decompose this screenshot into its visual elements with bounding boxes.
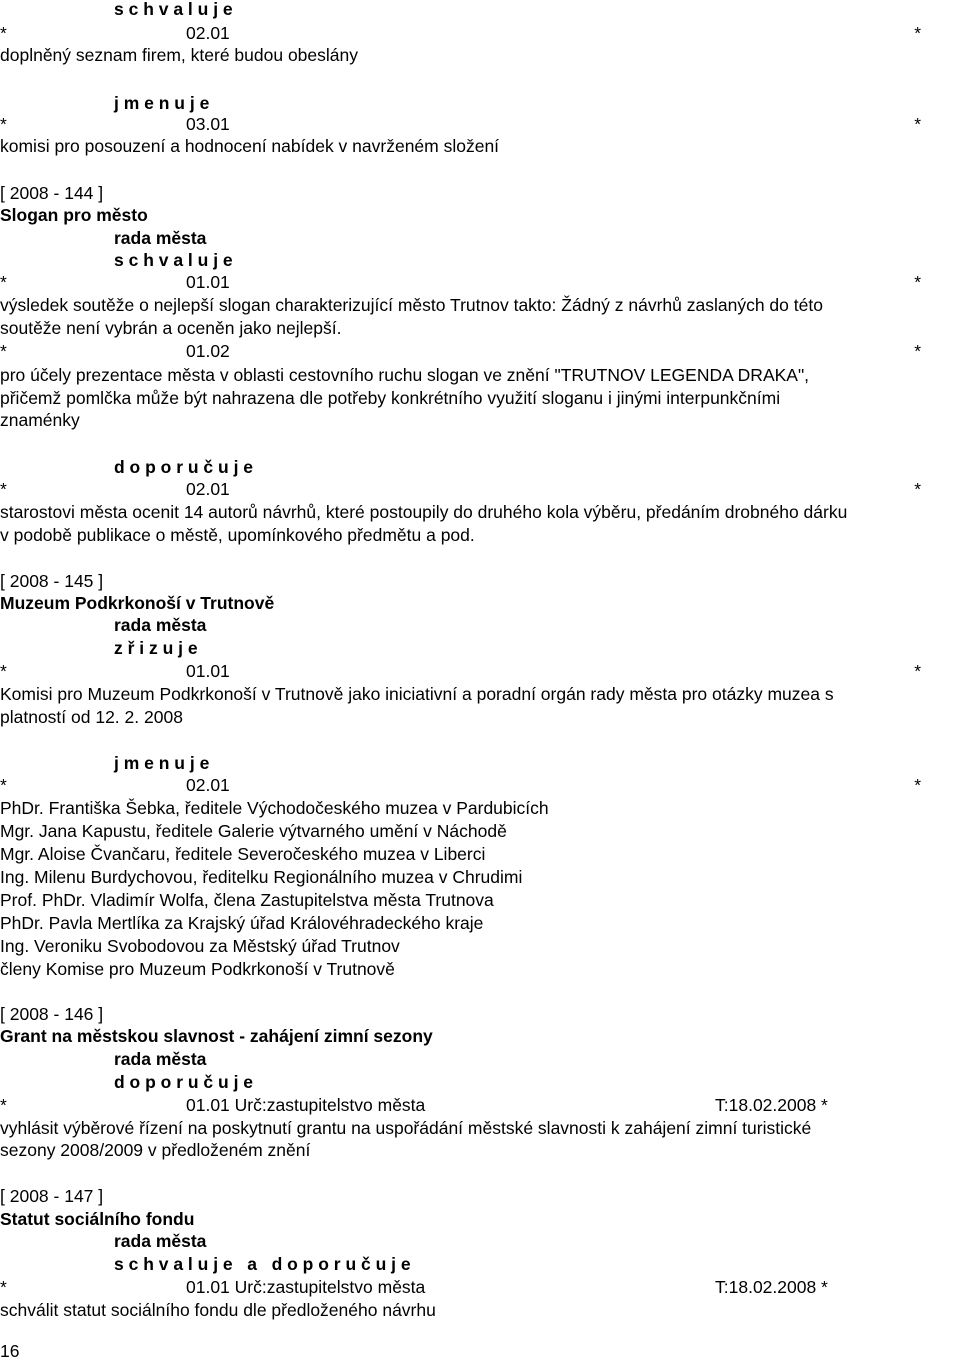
item-text: pro účely prezentace města v oblasti cestovního ruchu slogan ve znění "TRUTNOV LEGENDA DRAKA",	[0, 365, 810, 385]
star-right: *	[914, 23, 921, 43]
item-header	[0, 113, 230, 135]
body-label: rada města	[114, 1231, 207, 1251]
resolution-title: Muzeum Podkrkonoší v Trutnově	[0, 593, 275, 613]
resolution-id: [ 2008 - 147 ]	[0, 1186, 104, 1206]
member-line: PhDr. Pavla Mertlíka za Krajský úřad Královéhradeckého kraje	[0, 913, 484, 933]
action-verb: z ř i z u j e	[114, 638, 198, 658]
star-left: *	[0, 479, 7, 499]
item-text: schválit statut sociálního fondu dle předloženého návrhu	[0, 1300, 436, 1320]
action-verb: s c h v a l u j e	[114, 250, 233, 270]
item-header	[0, 1094, 426, 1116]
body-label: rada města	[114, 1049, 207, 1069]
member-line: Mgr. Jana Kapustu, ředitele Galerie výtvarného umění v Náchodě	[0, 821, 507, 841]
resolution-title: Slogan pro město	[0, 205, 148, 225]
action-verb: d o p o r u č u j e	[114, 1072, 254, 1092]
star-left: *	[0, 775, 7, 795]
action-verb: d o p o r u č u j e	[114, 457, 254, 477]
item-number: 02.01	[186, 23, 230, 43]
item-text: sezony 2008/2009 v předloženém znění	[0, 1140, 311, 1160]
resolution-title: Statut sociálního fondu	[0, 1209, 195, 1229]
item-text: soutěže není vybrán a oceněn jako nejlepší.	[0, 318, 342, 338]
item-text: Komisi pro Muzeum Podkrkonoší v Trutnově jako iniciativní a poradní orgán rady města pro otázky muzea s	[0, 684, 834, 704]
item-number: 03.01	[186, 114, 230, 134]
item-header	[0, 271, 230, 293]
item-header	[0, 1276, 426, 1298]
resolution-id: [ 2008 - 144 ]	[0, 183, 104, 203]
item-number: 01.01	[186, 661, 230, 681]
item-text: znaménky	[0, 410, 80, 430]
item-header	[0, 774, 230, 796]
resolution-title: Grant na městskou slavnost - zahájení zimní sezony	[0, 1026, 433, 1046]
action-verb: s c h v a l u j e	[114, 0, 233, 19]
star-left: *	[0, 1095, 7, 1115]
item-text: komisi pro posouzení a hodnocení nabídek v navrženém složení	[0, 136, 500, 156]
item-number: 01.02	[186, 341, 230, 361]
item-text: přičemž pomlčka může být nahrazena dle potřeby konkrétního využití sloganu i jinými interpunkčními	[0, 388, 781, 408]
star-left: *	[0, 341, 7, 361]
star-left: *	[0, 23, 7, 43]
member-line: PhDr. Františka Šebka, ředitele Východočeského muzea v Pardubicích	[0, 798, 549, 818]
item-number: 01.01	[186, 272, 230, 292]
item-header	[0, 660, 230, 682]
member-line: Ing. Veroniku Svobodovou za Městský úřad Trutnov	[0, 936, 400, 956]
star-right: *	[914, 114, 921, 134]
item-text: výsledek soutěže o nejlepší slogan charakterizující město Trutnov takto: Žádný z návrhů zaslaných do této	[0, 295, 823, 315]
item-number: 01.01 Urč:zastupitelstvo města	[186, 1095, 426, 1115]
item-number: 02.01	[186, 479, 230, 499]
resolution-id: [ 2008 - 146 ]	[0, 1004, 104, 1024]
item-header	[0, 22, 230, 44]
item-number: 01.01 Urč:zastupitelstvo města	[186, 1277, 426, 1297]
member-line: Mgr. Aloise Čvančaru, ředitele Severočeského muzea v Liberci	[0, 844, 486, 864]
action-verb: s c h v a l u j e a d o p o r u č u j e	[114, 1254, 411, 1274]
member-line: Prof. PhDr. Vladimír Wolfa, člena Zastupitelstva města Trutnova	[0, 890, 494, 910]
term-date: T:18.02.2008 *	[715, 1277, 828, 1297]
item-text: vyhlásit výběrové řízení na poskytnutí grantu na uspořádání městské slavnosti k zahájení zimní turistické	[0, 1118, 812, 1138]
star-left: *	[0, 114, 7, 134]
action-verb: j m e n u j e	[114, 93, 210, 113]
item-header	[0, 340, 230, 362]
resolution-id: [ 2008 - 145 ]	[0, 571, 104, 591]
star-right: *	[914, 272, 921, 292]
item-text: starostovi města ocenit 14 autorů návrhů, které postoupily do druhého kola výběru, předáním drobného dárku	[0, 502, 848, 522]
member-line: členy Komise pro Muzeum Podkrkonoší v Trutnově	[0, 959, 395, 979]
member-line: Ing. Milenu Burdychovou, ředitelku Regionálního muzea v Chrudimi	[0, 867, 523, 887]
item-text: platností od 12. 2. 2008	[0, 707, 183, 727]
item-text: doplněný seznam firem, které budou obeslány	[0, 45, 358, 65]
star-right: *	[914, 479, 921, 499]
star-right: *	[914, 775, 921, 795]
body-label: rada města	[114, 615, 207, 635]
term-date: T:18.02.2008 *	[715, 1095, 828, 1115]
star-right: *	[914, 661, 921, 681]
star-left: *	[0, 1277, 7, 1297]
item-number: 02.01	[186, 775, 230, 795]
star-right: *	[914, 341, 921, 361]
star-left: *	[0, 272, 7, 292]
action-verb: j m e n u j e	[114, 753, 210, 773]
star-left: *	[0, 661, 7, 681]
item-text: v podobě publikace o městě, upomínkového předmětu a pod.	[0, 525, 475, 545]
page-number: 16	[0, 1341, 20, 1361]
body-label: rada města	[114, 228, 207, 248]
item-header	[0, 478, 230, 500]
